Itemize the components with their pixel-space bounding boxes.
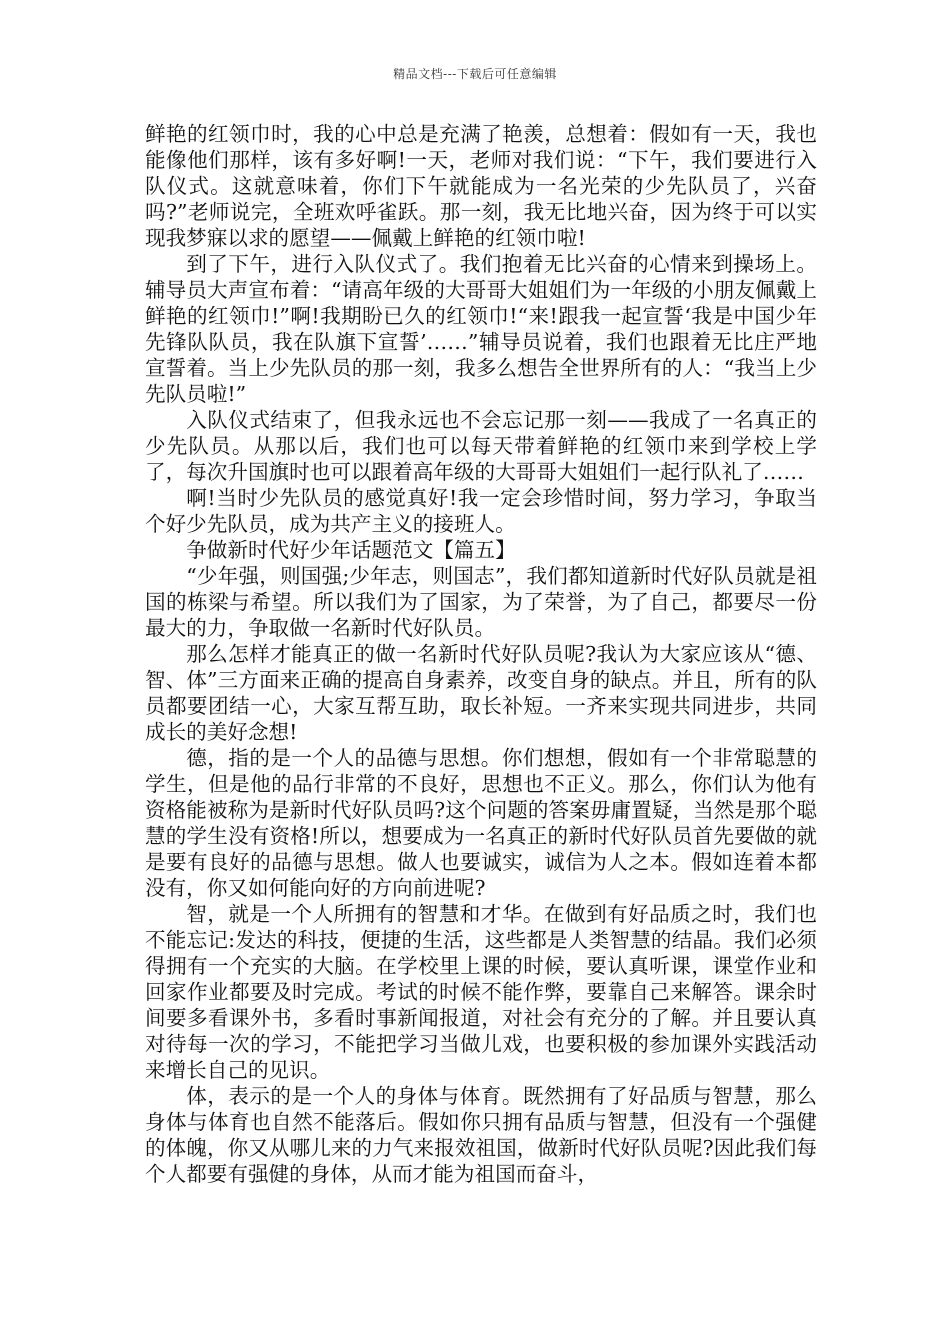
- paragraph: 智，就是一个人所拥有的智慧和才华。在做到有好品质之时，我们也不能忘记:发达的科技，便捷的生活，这些都是人类智慧的结晶。我们必须得拥有一个充实的大脑。在学校里上课的时候，要认真听课，课堂作业和回家作业都要及时完成。考试的时候不能作弊，要靠自己来解答。课余时间要多看课外书，多看时事新闻报道，对社会有充分的了解。并且要认真对待每一次的学习，不能把学习当做儿戏，也要积极的参加课外实践活动来增长自己的见识。: [145, 902, 817, 1082]
- paragraph: 德，指的是一个人的品德与思想。你们想想，假如有一个非常聪慧的学生，但是他的品行非常的不良好，思想也不正义。那么，你们认为他有资格能被称为是新时代好队员吗?这个问题的答案毋庸置疑，当然是那个聪慧的学生没有资格!所以，想要成为一名真正的新时代好队员首先要做的就是要有良好的品德与思想。做人也要诚实，诚信为人之本。假如连着本都没有，你又如何能向好的方向前进呢?: [145, 746, 817, 900]
- paragraph: 啊!当时少先队员的感觉真好!我一定会珍惜时间，努力学习，争取当个好少先队员，成为共产主义的接班人。: [145, 486, 817, 536]
- paragraph: 入队仪式结束了，但我永远也不会忘记那一刻——我成了一名真正的少先队员。从那以后，我们也可以每天带着鲜艳的红领巾来到学校上学了，每次升国旗时也可以跟着高年级的大哥哥大姐姐们一起行队礼了……: [145, 408, 817, 484]
- paragraph: 鲜艳的红领巾时，我的心中总是充满了艳羡，总想着：假如有一天，我也能像他们那样，该有多好啊!一天，老师对我们说：“下午，我们要进行入队仪式。这就意味着，你们下午就能成为一名光荣的少先队员了，兴奋吗?”老师说完，全班欢呼雀跃。那一刻，我无比地兴奋，因为终于可以实现我梦寐以求的愿望——佩戴上鲜艳的红领巾啦!: [145, 122, 817, 250]
- paragraph: “少年强，则国强;少年志，则国志”，我们都知道新时代好队员就是祖国的栋梁与希望。所以我们为了国家，为了荣誉，为了自己，都要尽一份最大的力，争取做一名新时代好队员。: [145, 564, 817, 640]
- page-header: 精品文档---下载后可任意编辑: [393, 67, 557, 81]
- paragraph: 到了下午，进行入队仪式了。我们抱着无比兴奋的心情来到操场上。辅导员大声宣布着：“请高年级的大哥哥大姐姐们为一年级的小朋友佩戴上鲜艳的红领巾!”啊!我期盼已久的红领巾!“来!跟我一起宣誓‘我是中国少年先锋队队员，我在队旗下宣誓’……”辅导员说着，我们也跟着无比庄严地宣誓着。当上少先队员的那一刻，我多么想告全世界所有的人：“我当上少先队员啦!”: [145, 252, 817, 406]
- section-heading: 争做新时代好少年话题范文【篇五】: [186, 538, 516, 562]
- paragraph: 体，表示的是一个人的身体与体育。既然拥有了好品质与智慧，那么身体与体育也自然不能落后。假如你只拥有品质与智慧，但没有一个强健的体魄，你又从哪儿来的力气来报效祖国，做新时代好队员呢?因此我们每个人都要有强健的身体，从而才能为祖国而奋斗，: [145, 1084, 817, 1186]
- document-body: [145, 121, 817, 1187]
- paragraph: 那么怎样才能真正的做一名新时代好队员呢?我认为大家应该从“德、智、体”三方面来正确的提高自身素养，改变自身的缺点。并且，所有的队员都要团结一心，大家互帮互助，取长补短。一齐来实现共同进步，共同成长的美好念想!: [145, 642, 817, 744]
